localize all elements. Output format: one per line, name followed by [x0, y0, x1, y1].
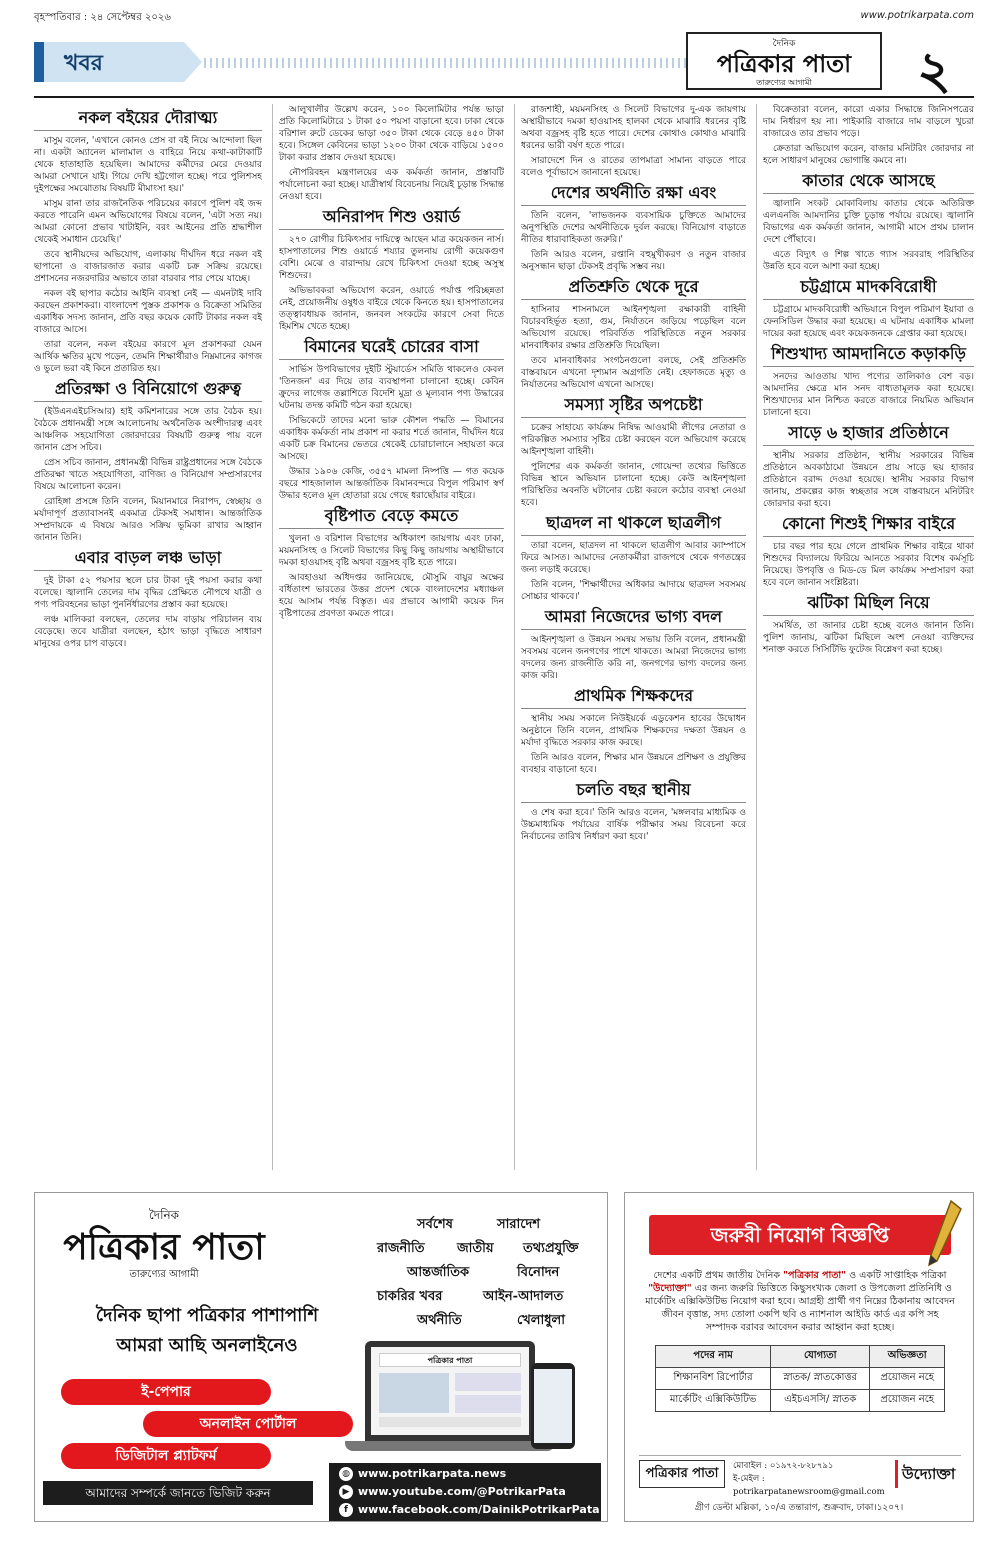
ad-headline-1: দৈনিক ছাপা পত্রিকার পাশাপাশি — [95, 1305, 319, 1326]
youtube-link[interactable] — [339, 1483, 566, 1501]
website-link[interactable] — [339, 1465, 506, 1483]
facebook-link[interactable] — [339, 1501, 600, 1519]
article-paragraph: নৌপরিবহন মন্ত্রণালয়ের এক কর্মকর্তা জানান, প্রস্তাবটি পর্যালোচনা করা হচ্ছে। যাত্রীস্বার্থ বিবেচনায় নিয়েই চূড়ান্ত সিদ্ধান্ত নেওয়া হবে। — [279, 168, 504, 202]
article-paragraph: খুলনা ও বরিশাল বিভাগের অধিকাংশ জায়গায় এবং ঢাকা, ময়মনসিংহ ও সিলেট বিভাগের কিছু কিছু জায়গায় অস্থায়ীভাবে দমকা হাওয়াসহ বৃষ্টি অথবা বজ্রসহ বৃষ্টি হতে পারে। — [279, 534, 504, 568]
article-headline[interactable]: দেশের অর্থনীতি রক্ষা এবং — [521, 183, 746, 206]
body-text: এর জন্য জরুরি ভিত্তিতে কিছুসংখ্যক জেলা ও উপজেলা প্রতিনিধি ও মার্কেটিং এক্সিকিউটিভ নিয়োগ করা হবে। আগ্রহী প্রার্থী গণ নিম্নের ঠিকানায় আবেদন জীবন বৃত্তান্ত, সদ্য তোলা ৩কপি ছবি ও ন্যাশনাল আইডি কার্ড এর কপি সহ সম্পাদক বরাবর আবেদন করার আহ্বান করা হচ্ছে। — [645, 1283, 955, 1333]
body-text: ও একটি সাপ্তাহিক পত্রিকা — [849, 1270, 947, 1281]
table-cell: এইচএসসি/ স্নাতক — [771, 1390, 870, 1412]
article-paragraph: জ্বালানি সংকট মোকাবিলায় কাতার থেকে অতিরিক্ত এলএনজি আমদানির চুক্তি চূড়ান্ত পর্যায়ে রয়েছে। জ্বালানি বিভাগের এক কর্মকর্তা জানান, আগামী মাসে প্রথম চালান দেশে পৌঁছাবে। — [763, 199, 974, 245]
laptop-screen-title: পত্রিকার পাতা — [379, 1353, 521, 1367]
article-headline[interactable]: চট্টগ্রামে মাদকবিরোধী — [763, 277, 974, 300]
article-paragraph: তিনি আরও বলেন, শিক্ষার মান উন্নয়নে প্রশিক্ষণ ও প্রযুক্তির ব্যবহার বাড়ানো হবে। — [521, 753, 746, 775]
social-links — [329, 1463, 601, 1521]
globe-icon: ◍ — [339, 1467, 353, 1481]
table-header: পদের নাম — [656, 1346, 771, 1368]
article-paragraph: সিভিকেটে তাদের মনো ভারু কৌশল পদ্ধতি — বিমানের একাধিক কর্মকর্তা নাম প্রকাশ না করার শর্তে জানান, দীর্ঘদিন ধরে একটি চক্র বিমানের ভেতরে থেকেই চোরাচালানে সহায়তা করে আসছে। — [279, 416, 504, 462]
article-headline[interactable]: সমস্যা সৃষ্টির অপচেষ্টা — [521, 395, 746, 418]
article-paragraph: মাসুম রানা তার রাজনৈতিক পরিচয়ের কারণে পুলিশ বই জব্দ করতে পারেনি এমন অভিযোগের বিষয়ে বলেন, 'এটা সত্য নয়। আমরা কোনো প্রভাব খাটাইনি, বরং আইনের প্রতি শ্রদ্ধাশীল থেকেই সমাধান চেয়েছি।' — [34, 199, 262, 245]
article-paragraph: আবহাওয়া অধিদপ্তর জানিয়েছে, মৌসুমি বায়ুর অক্ষের বর্ধিতাংশ ভারতের উত্তর প্রদেশ থেকে বাংলাদেশের মধ্যাঞ্চল হয়ে আসাম পর্যন্ত বিস্তৃত। এর প্রভাবে আগামী কয়েক দিন বৃষ্টিপাতের প্রবণতা কমতে পারে। — [279, 573, 504, 619]
table-cell: মার্কেটিং এক্সিকিউটিভ — [656, 1390, 771, 1412]
article-paragraph: স্থানীয় সময় সকালে নিউইয়র্কে এডুকেশন হাবের উদ্বোধন অনুষ্ঠানে তিনি বলেন, প্রাথমিক শিক্ষকদের দক্ষতা উন্নয়ন ও মর্যাদা বৃদ্ধিতে সরকার কাজ করছে। — [521, 714, 746, 748]
ad-brand-prefix: দৈনিক — [148, 1208, 180, 1222]
article-paragraph: ২৭০ রোগীর চিকিৎসার দায়িত্বে আছেন মাত্র কয়েকজন নার্স। হাসপাতালের শিশু ওয়ার্ডে শয্যার তুলনায় রোগী কয়েকগুণ বেশি। মেঝে ও বারান্দায় রেখে চিকিৎসা দেওয়া হচ্ছে অসুস্থ শিশুদের। — [279, 235, 504, 281]
article-paragraph: তিনি বলেন, 'শিক্ষার্থীদের অধিকার আদায়ে ছাত্রদল সবসময় সোচ্চার থাকবে।' — [521, 580, 746, 602]
website-url[interactable]: www.potrikarpata.news — [358, 1467, 507, 1480]
table-row — [656, 1368, 945, 1390]
facebook-icon: f — [339, 1503, 353, 1517]
article-headline[interactable]: প্রতিশ্রুতি থেকে দূরে — [521, 277, 746, 300]
article-paragraph: চট্টগ্রামে মাদকবিরোধী অভিযানে বিপুল পরিমাণ ইয়াবা ও ফেনসিডিল উদ্ধার করা হয়েছে। এ ঘটনায় একাধিক মামলা দায়ের করা হয়েছে এবং কয়েকজনকে গ্রেপ্তার করা হয়েছে। — [763, 305, 974, 339]
table-cell: প্রয়োজন নহে — [870, 1390, 945, 1412]
article-paragraph: মাসুম বলেন, 'এখানে কোনও প্রেস বা বই নিয়ে আন্দোলা ছিল না। একটা অ্যানেল মালামাল ও বাহিরে নিয়ে কথা-কাটাকাটি থেকে হাতাহাতি হয়েছিল। আমাদের কর্মীদের মেরে দেওয়ার আমরা সেখানে যাই। গিয়ে দেখি হট্টগোল হচ্ছে। পরে পুলিশসহ দুইপক্ষের সমঝোতায় বিষয়টি মীমাংসা হয়।' — [34, 136, 262, 194]
mobile-number[interactable]: মোবাইল : ০১৯৭২-৮২৮৭৯১ — [733, 1461, 834, 1471]
job-circular-ad — [624, 1192, 974, 1522]
office-address: গ্রীণ ডেল্টা মল্লিকা, ১০/এ তন্তারাগ, শুক্রবাদ, ঢাকা।১২০৭। — [694, 1503, 904, 1513]
article-headline[interactable]: অনিরাপদ শিশু ওয়ার্ড — [279, 207, 504, 230]
article-headline[interactable]: প্রাথমিক শিক্ষকদের — [521, 686, 746, 709]
pen-icon — [923, 1199, 963, 1269]
vacancy-table — [655, 1345, 945, 1412]
article-paragraph: নকল বই ছাপার কঠোর আইনি ব্যবস্থা নেই — এমনটাই দাবি করছেন প্রকাশকরা। বাংলাদেশ পুস্তক প্রকাশক ও বিক্রেতা সমিতির একাধিক সদস্য জানান, প্রতি বছর কয়েক কোটি টাকার নকল বই বাজারে আসে। — [34, 289, 262, 335]
article-paragraph: লঞ্চ মালিকরা বলছেন, তেলের দাম বাড়ায় পরিচালন ব্যয় বেড়েছে। তবে যাত্রীরা বলছেন, হঠাৎ ভাড়া বৃদ্ধিতে সাধারণ মানুষের ওপর চাপ বাড়বে। — [34, 615, 262, 649]
ad-brand-name: পত্রিকার পাতা — [63, 1226, 265, 1268]
category-national: জাতীয় — [457, 1241, 494, 1256]
online-edition-ad — [34, 1192, 608, 1522]
section-tab — [34, 42, 184, 82]
email-address[interactable]: ই-মেইল : potrikarpatanewsroom@gmail.com — [733, 1474, 885, 1497]
table-cell: প্রয়োজন নহে — [870, 1368, 945, 1390]
job-ad-footer — [639, 1455, 961, 1497]
job-circular-title: জরুরী নিয়োগ বিজ্ঞপ্তি — [649, 1215, 951, 1255]
article-headline[interactable]: ঝটিকা মিছিল নিয়ে — [763, 593, 974, 616]
article-paragraph: তারা বলেন, নকল বইয়ের কারণে মূল প্রকাশকরা যেমন আর্থিক ক্ষতির মুখে পড়েন, তেমনি শিক্ষার্থীরাও নিম্নমানের কাগজ ও ভুলে ভরা বই কিনে প্রতারিত হয়। — [34, 340, 262, 374]
article-headline[interactable]: ছাত্রদল না থাকলে ছাত্রলীগ — [521, 513, 746, 536]
article-paragraph: আইনশৃঙ্খলা ও উন্নয়ন সমন্বয় সভায় তিনি বলেন, প্রধানমন্ত্রী সবসময় বলেন জনগণের পাশে থাকতে। আমরা নিজেদের ভাগ্য বদলের জন্য রাজনীতি করি না, জনগণের ভাগ্য বদলের জন্য কাজ করি। — [521, 635, 746, 681]
article-paragraph: রোহিঙ্গা প্রসঙ্গে তিনি বলেন, মিয়ানমারে নিরাপদ, স্বেচ্ছায় ও মর্যাদাপূর্ণ প্রত্যাবাসনই একমাত্র টেকসই সমাধান। আন্তর্জাতিক সম্প্রদায়কে এ বিষয়ে আরও সক্রিয় ভূমিকা রাখার আহ্বান জানান তিনি। — [34, 497, 262, 543]
article-paragraph: তবে স্থানীয়দের অভিযোগ, এলাকায় দীর্ঘদিন ধরে নকল বই ছাপানো ও বাজারজাত করার একটি চক্র সক্রিয় রয়েছে। প্রশাসনের নজরদারির অভাবে তারা বারবার পার পেয়ে যাচ্ছে। — [34, 250, 262, 284]
article-headline[interactable]: বৃষ্টিপাত বেড়ে কমতে — [279, 506, 504, 529]
phone-icon — [531, 1363, 575, 1449]
column-1 — [34, 104, 262, 1170]
article-paragraph: তিনি আরও বলেন, রপ্তানি বহুমুখীকরণ ও নতুন বাজার অনুসন্ধান ছাড়া টেকসই প্রবৃদ্ধি সম্ভব নয়। — [521, 250, 746, 272]
article-paragraph: ও শেষ করা হবে।' তিনি আরও বলেন, 'মঙ্গলবার মাধ্যমিক ও উচ্চমাধ্যমিক পর্যায়ের বার্ষিক পরীক্ষার সময় বিবেচনা করে নির্বাচনের তারিখ নির্ধারণ করা হবে।' — [521, 808, 746, 842]
article-paragraph: চার বছর পার হয়ে গেলে প্রাথমিক শিক্ষার বাইরে থাকা শিশুদের বিদ্যালয়ে ফিরিয়ে আনতে সরকার বিশেষ কর্মসূচি নিয়েছে। উপবৃত্তি ও মিড-ডে মিল কার্যক্রম সম্প্রসারণ করা হবে বলে জানান সংশ্লিষ্টরা। — [763, 542, 974, 588]
article-headline[interactable]: এবার বাড়ল লঞ্চ ভাড়া — [34, 548, 262, 571]
contact-info — [733, 1460, 893, 1499]
category-entertainment: বিনোদন — [517, 1265, 560, 1280]
article-headline[interactable]: প্রতিরক্ষা ও বিনিয়োগে গুরুত্ব — [34, 379, 262, 402]
column-3 — [514, 104, 746, 1170]
article-headline[interactable]: নকল বইয়ের দৌরাত্ম্য — [34, 108, 262, 131]
table-cell: স্নাতক/ স্নাতকোত্তর — [771, 1368, 870, 1390]
article-headline[interactable]: কাতার থেকে আসছে — [763, 171, 974, 194]
job-circular-body — [645, 1269, 955, 1334]
article-paragraph: (ইউএনএইচসিআর) হাই কমিশনারের সঙ্গে তার বৈঠক হয়। বৈঠকে প্রধানমন্ত্রী সঙ্গে আলোচনায় অর্থনৈতিক অংশীদারত্ব এবং আঞ্চলিক সহযোগিতা জোরদারের বিষয়টি গুরুত্ব পায় বলে জানান প্রেস সচিব। — [34, 407, 262, 453]
article-headline[interactable]: সাড়ে ৬ হাজার প্রতিষ্ঠানে — [763, 423, 974, 446]
device-mockup — [335, 1333, 585, 1459]
screen-text-block — [455, 1395, 521, 1413]
category-politics: রাজনীতি — [377, 1241, 425, 1256]
table-header-row — [656, 1346, 945, 1368]
online-portal-button[interactable]: অনলাইন পোর্টাল — [143, 1411, 353, 1437]
article-headline[interactable]: বিমানের ঘরেই চোরের বাসা — [279, 337, 504, 360]
category-latest: সর্বশেষ — [417, 1217, 453, 1232]
article-paragraph: বিক্রেতারা বলেন, কারো একার সিদ্ধান্তে জিনিসপত্রের দাম নির্ধারণ হয় না। পাইকারি বাজারে দাম বাড়লে খুচরা বাজারেও তার প্রভাব পড়ে। — [763, 105, 974, 139]
article-paragraph: তবে মানবাধিকার সংগঠনগুলো বলছে, সেই প্রতিশ্রুতি বাস্তবায়নে এখনো দৃশ্যমান অগ্রগতি নেই। হেফাজতে মৃত্যু ও নির্যাতনের অভিযোগ এখনো আসছে। — [521, 356, 746, 390]
table-row — [656, 1390, 945, 1412]
ad-brand — [57, 1207, 271, 1284]
laptop-icon — [365, 1341, 535, 1441]
youtube-url[interactable]: www.youtube.com/@PotrikarPata — [358, 1485, 566, 1498]
top-strip — [34, 8, 974, 26]
masthead-prefix: দৈনিক — [772, 39, 796, 49]
laptop-screen — [371, 1347, 529, 1435]
article-paragraph: সমর্থিত, তা জানার চেষ্টা হচ্ছে বলেও জানান তিনি। পুলিশ জানায়, ঝটিকা মিছিলে অংশ নেওয়া ব্যক্তিদের শনাক্ত করতে সিসিটিভি ফুটেজ বিশ্লেষণ করা হচ্ছে। — [763, 621, 974, 655]
ad-category-cloud — [377, 1211, 597, 1341]
article-paragraph: ক্রেতারা অভিযোগ করেন, বাজার মনিটরিং জোরদার না হলে সাধারণ মানুষের ভোগান্তি কমবে না। — [763, 144, 974, 166]
issue-date: বৃহস্পতিবার : ২৪ সেপ্টেম্বর ২০২৬ — [34, 12, 171, 23]
masthead-logo — [686, 32, 882, 90]
article-columns — [34, 104, 974, 1170]
article-paragraph: চক্রের সাহায্যে কার্যক্রম নিষিদ্ধ আওয়ামী লীগের নেতারা ও পরিকল্পিত সমস্যার সৃষ্টির চেষ্টা করছেন বলে অভিযোগ করেছে আইনশৃঙ্খলা বাহিনী। — [521, 423, 746, 457]
article-paragraph: স্থানীয় সরকার প্রতিষ্ঠান, স্থানীয় সরকারের বিভিন্ন প্রতিষ্ঠানে অবকাঠামো উন্নয়নে প্রায় সাড়ে ছয় হাজার প্রতিষ্ঠানে বরাদ্দ দেওয়া হয়েছে। স্থানীয় সরকার বিভাগ জানায়, প্রকল্পের কাজ স্বচ্ছতার সঙ্গে বাস্তবায়নে মনিটরিং জোরদার করা হবে। — [763, 451, 974, 509]
category-country: সারাদেশ — [497, 1217, 541, 1232]
page-number: ২ — [917, 40, 951, 101]
category-economy: অর্থনীতি — [417, 1313, 462, 1328]
column-4 — [756, 104, 974, 1170]
article-paragraph: তারা বলেন, ছাত্রদল না থাকলে ছাত্রলীগ আবার ক্যাম্পাসে ফিরে আসত। আমাদের নেতাকর্মীরা রাজপথে থেকে গণতন্ত্রের জন্য লড়াই করেছে। — [521, 541, 746, 575]
udyokta-logo: উদ্যোক্তা — [895, 1460, 961, 1488]
ad-headline-2: আমরা আছি অনলাইনেও — [116, 1335, 298, 1356]
article-paragraph: অভিভাবকরা অভিযোগ করেন, ওয়ার্ডে পর্যাপ্ত পরিচ্ছন্নতা নেই, প্রয়োজনীয় ওষুধও বাইরে থেকে কিনতে হয়। হাসপাতালের তত্ত্বাবধায়ক জানান, জনবল সংকটের কারণে সেবা দিতে হিমশিম খেতে হচ্ছে। — [279, 286, 504, 332]
body-highlight: "উদ্যোক্তা" — [648, 1283, 692, 1294]
category-international: আন্তর্জাতিক — [407, 1265, 470, 1280]
masthead-tagline: তারুণ্যের আগামী — [756, 78, 812, 87]
article-headline[interactable]: কোনো শিশুই শিক্ষার বাইরে — [763, 514, 974, 537]
youtube-icon: ▶ — [339, 1485, 353, 1499]
ad-brand-slogan: তারুণ্যের আগামী — [129, 1269, 199, 1280]
article-headline[interactable]: চলতি বছর স্থানীয় — [521, 780, 746, 803]
article-paragraph: সার্ভিস উপবিভাগের দুইটি স্টুয়ার্ডেস সমিতি থাকলেও কেবল 'তিনজন' এর দিয়ে তার ব্যবস্থাপনা চালানো হচ্ছে। কেবিন ক্রুদের লাগেজ তল্লাশিতে বিদেশি মুদ্রা ও মূল্যবান পণ্য উদ্ধারের ঘটনায় তদন্ত কমিটি গঠন করা হয়েছে। — [279, 365, 504, 411]
laptop-base — [345, 1441, 555, 1451]
article-paragraph: প্রেস সচিব জানান, প্রধানমন্ত্রী বিভিন্ন রাষ্ট্রপ্রধানের সঙ্গে বৈঠকে প্রতিরক্ষা খাতে সহযোগিতা, বাণিজ্য ও বিনিয়োগ সম্প্রসারণের বিষয়ে আলোচনা করেন। — [34, 458, 262, 492]
category-tech: তথ্যপ্রযুক্তি — [523, 1241, 579, 1256]
screen-text-block — [379, 1417, 521, 1427]
article-paragraph: আলুখালীর উল্লেখ করেন, ১০০ কিলোমিটার পর্যন্ত ভাড়া প্রতি কিলোমিটারে ১ টাকা ৫০ পয়সা বাড়ানো হবে। ঢাকা থেকে বরিশাল রুটে ডেকের ভাড়া ৩৫০ টাকা থেকে বেড়ে ৪৫০ টাকা হবে। সিঙ্গেল কেবিনের ভাড়া ১২০০ টাকা থেকে বাড়িয়ে ১৫০০ টাকা করার প্রস্তাব দেওয়া হয়েছে। — [279, 105, 504, 163]
section-title: খবর — [64, 51, 103, 76]
article-paragraph: দুই টাকা ৫২ পয়সার স্থলে চার টাকা দুই পয়সা করার কথা বলেছে। জ্বালানি তেলের দাম বৃদ্ধির প্রেক্ষিতে নৌপথে যাত্রী ও পণ্য পরিবহনের ভাড়া পুনর্নির্ধারণের প্রস্তাব করা হয়েছে। — [34, 576, 262, 610]
article-paragraph: সারাদেশে দিন ও রাতের তাপমাত্রা সামান্য বাড়তে পারে বলেও পূর্বাভাসে জানানো হয়েছে। — [521, 156, 746, 178]
category-jobs: চাকরির খবর — [377, 1289, 443, 1304]
page-header — [34, 28, 974, 101]
visit-banner: আমাদের সম্পর্কে জানতে ভিজিট করুন — [43, 1481, 313, 1505]
table-header: যোগ্যতা — [771, 1346, 870, 1368]
epaper-button[interactable]: ই-পেপার — [61, 1379, 271, 1405]
site-url[interactable]: www.potrikarpata.com — [860, 10, 974, 21]
screen-photo — [379, 1373, 449, 1413]
article-paragraph: এতে বিদ্যুৎ ও শিল্প খাতে গ্যাস সরবরাহ পরিস্থিতির উন্নতি হবে বলে আশা করা হচ্ছে। — [763, 250, 974, 272]
table-cell: শিক্ষানবিশ রিপোর্টার — [656, 1368, 771, 1390]
article-paragraph: পুলিশের এক কর্মকর্তা জানান, গোয়েন্দা তথ্যের ভিত্তিতে বিভিন্ন স্থানে অভিযান চালানো হচ্ছে। কেউ আইনশৃঙ্খলা পরিস্থিতির অবনতি ঘটানোর চেষ্টা করলে কঠোর ব্যবস্থা নেওয়া হবে। — [521, 462, 746, 508]
phone-screen — [534, 1369, 572, 1443]
facebook-url[interactable]: www.facebook.com/DainikPotrikarPata — [358, 1503, 600, 1516]
table-header: অভিজ্ঞতা — [870, 1346, 945, 1368]
masthead-name: পত্রিকার পাতা — [716, 49, 852, 78]
article-headline[interactable]: শিশুখাদ্য আমদানিতে কড়াকড়ি — [763, 344, 974, 367]
article-paragraph: রাজশাহী, ময়মনসিংহ ও সিলেট বিভাগের দু-এক জায়গায় অস্থায়ীভাবে দমকা হাওয়াসহ হালকা থেকে মাঝারি ধরনের বৃষ্টি অথবা বজ্রসহ বৃষ্টি হতে পারে। দেশের কোথাও কোথাও মাঝারি ধরনের ভারী বর্ষণ হতে পারে। — [521, 105, 746, 151]
column-2 — [272, 104, 504, 1170]
body-highlight: "পত্রিকার পাতা" — [783, 1270, 847, 1281]
article-paragraph: সনদের আওতায় খাদ্য পণ্যের তালিকাও বেশ বড়। আমদানির ক্ষেত্রে মান সনদ বাধ্যতামূলক করা হয়েছে। শিশুখাদ্যের মান নিশ্চিত করতে বাজারে নিয়মিত অভিযান চালানো হবে। — [763, 372, 974, 418]
article-paragraph: উদ্ধার ১৯০৬ কেজি, ৩৫৫৭ মামলা নিষ্পত্তি — গত কয়েক বছরে শাহজালাল আন্তর্জাতিক বিমানবন্দরে বিপুল পরিমাণ স্বর্ণ উদ্ধার হলেও মূল হোতারা রয়ে গেছে ধরাছোঁয়ার বাইরে। — [279, 467, 504, 501]
category-sports: খেলাধুলা — [517, 1313, 566, 1328]
article-headline[interactable]: আমরা নিজেদের ভাগ্য বদল — [521, 607, 746, 630]
article-paragraph: তিনি বলেন, 'লাভজনক ব্যবসায়িক চুক্তিতে আমাদের অনুপস্থিতি দেশের অর্থনীতিকে দুর্বল করছে। বিনিয়োগ বাড়াতে নীতির ধারাবাহিকতা জরুরি।' — [521, 211, 746, 245]
category-law: আইন-আদালত — [483, 1289, 564, 1304]
body-text: দেশের একটি প্রথম জাতীয় দৈনিক — [653, 1270, 780, 1281]
tab-arrow-icon — [184, 42, 202, 82]
digital-platform-button[interactable]: ডিজিটাল প্ল্যাটফর্ম — [61, 1443, 271, 1469]
screen-text-block — [455, 1373, 521, 1391]
mini-logo: পত্রিকার পাতা — [639, 1460, 725, 1488]
article-paragraph: হাসিনার শাসনামলে আইনশৃঙ্খলা রক্ষাকারী বাহিনী বিচারবহির্ভূত হত্যা, গুম, নির্যাতনে জড়িয়ে পড়েছিল বলে অভিযোগ রয়েছে। পরিবর্তিত পরিস্থিতিতে নতুন সরকার মানবাধিকার রক্ষার প্রতিশ্রুতি দিয়েছিল। — [521, 305, 746, 351]
